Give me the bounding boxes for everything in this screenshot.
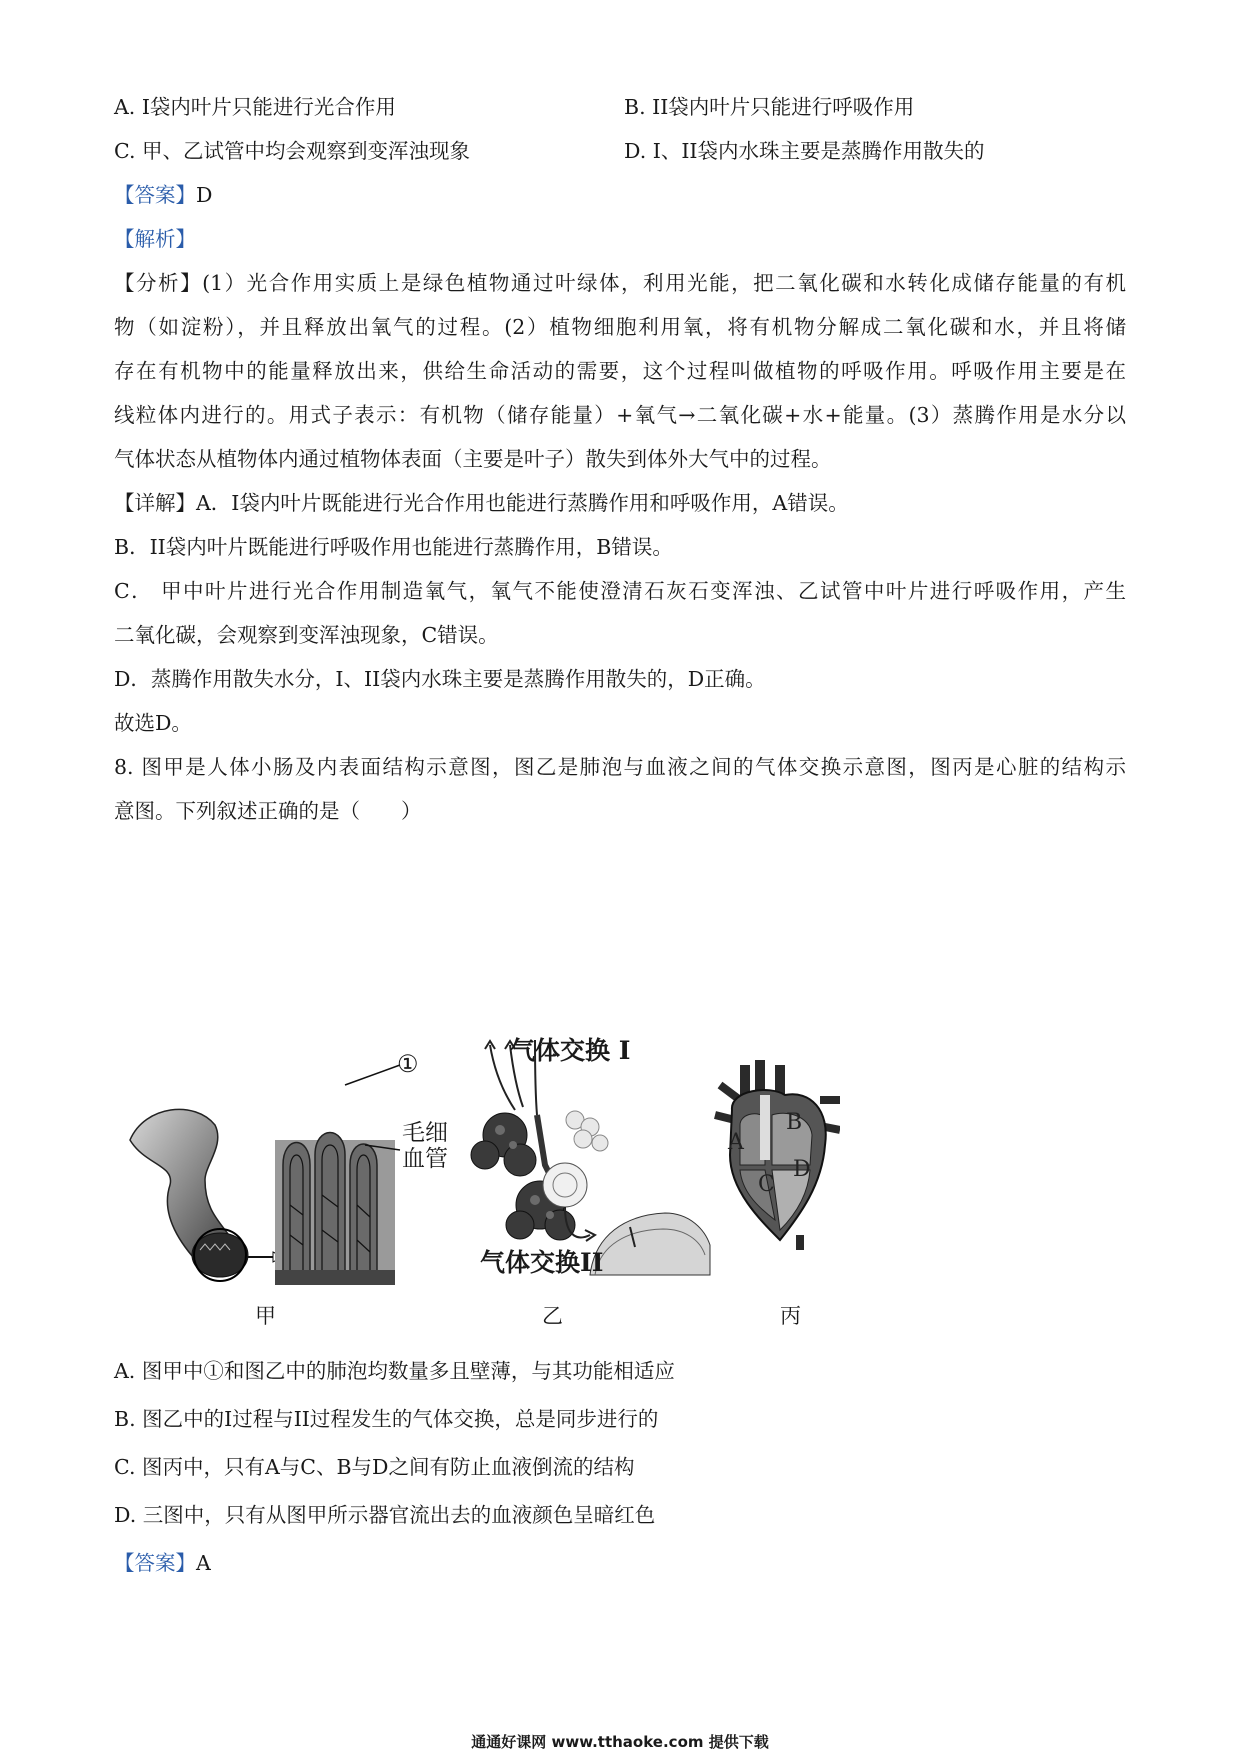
q7-detail-a: 【详解】A．I袋内叶片既能进行光合作用也能进行蒸腾作用和呼吸作用，A错误。 [114,491,849,515]
q8-option-c: C. 图丙中，只有A与C、B与D之间有防止血液倒流的结构 [114,1455,635,1479]
heart-label-b: B [786,1110,803,1135]
xiangjie-tag: 【详解】 [114,491,196,515]
caption-bing: 丙 [780,1304,801,1328]
q7-fenxi-line-3: 存在有机物中的能量释放出来，供给生命活动的需要，这个过程叫做植物的呼吸作用。呼吸作用主要是在 [114,359,1126,383]
q7-analysis-tag: 【解析】 [114,227,196,251]
q7-answer [114,180,212,210]
caption-jia: 甲 [255,1304,276,1328]
q8-stem-line-1: 8. 图甲是人体小肠及内表面结构示意图，图乙是肺泡与血液之间的气体交换示意图，图丙是心脏的结构示 [114,755,1126,779]
q7-option-d: D. I、II袋内水珠主要是蒸腾作用散失的 [624,139,985,163]
q7-conclusion: 故选D。 [114,711,192,735]
label-gas-exchange-2: 气体交换II [480,1248,604,1277]
caption-yi: 乙 [542,1304,563,1328]
q7-fenxi-line-4: 线粒体内进行的。用式子表示：有机物（储存能量）+氧气→二氧化碳+水+能量。(3）蒸腾作用是水分以 [114,403,1126,427]
heart-label-d: D [793,1157,811,1182]
answer-tag: 【答案】 [114,1551,196,1575]
q7-fenxi-line-5: 气体状态从植物体内通过植物体表面（主要是叶子）散失到体外大气中的过程。 [114,447,832,471]
answer-value: A [196,1551,211,1575]
q7-fenxi-line-1: 【分析】(1）光合作用实质上是绿色植物通过叶绿体，利用光能，把二氧化碳和水转化成储存能量的有机 [114,271,1127,295]
q7-detail-c-line-2: 二氧化碳，会观察到变浑浊现象，C错误。 [114,623,499,647]
q8-answer [114,1548,211,1578]
figure-bing-heart [710,1055,840,1250]
heart-label-a: A [728,1130,744,1155]
answer-value: D [196,183,213,207]
label-capillary: 毛细 血管 [402,1120,448,1172]
label-gas-exchange-1: 气体交换 I [510,1036,631,1065]
q7-option-c: C. 甲、乙试管中均会观察到变浑浊现象 [114,139,470,163]
q8-option-d: D. 三图中，只有从图甲所示器官流出去的血液颜色呈暗红色 [114,1503,656,1527]
q7-fenxi-line-2: 物（如淀粉），并且释放出氧气的过程。(2）植物细胞利用氧，将有机物分解成二氧化碳和水，并且将储 [114,315,1126,339]
q7-option-a: A. I袋内叶片只能进行光合作用 [114,95,396,119]
heart-label-c: C [758,1172,775,1197]
q7-detail-c-line-1: C． 甲中叶片进行光合作用制造氧气，氧气不能使澄清石灰石变浑浊、乙试管中叶片进行呼吸作用，产生 [114,579,1126,603]
q8-stem-line-2: 意图。下列叙述正确的是（ ） [114,799,422,823]
q7-detail-b: B．II袋内叶片既能进行呼吸作用也能进行蒸腾作用，B错误。 [114,535,673,559]
footer-watermark: 通通好课网 www.tthaoke.com 提供下载 [471,1733,769,1751]
q7-option-b: B. II袋内叶片只能进行呼吸作用 [624,95,915,119]
answer-tag: 【答案】 [114,183,196,207]
label-1: ① [397,1050,419,1078]
q7-detail-d: D．蒸腾作用散失水分，I、II袋内水珠主要是蒸腾作用散失的，D正确。 [114,667,766,691]
q8-option-b: B. 图乙中的I过程与II过程发生的气体交换，总是同步进行的 [114,1407,659,1431]
q8-option-a: A. 图甲中①和图乙中的肺泡均数量多且壁薄，与其功能相适应 [114,1359,675,1383]
fenxi-tag: 【分析】 [114,271,203,295]
